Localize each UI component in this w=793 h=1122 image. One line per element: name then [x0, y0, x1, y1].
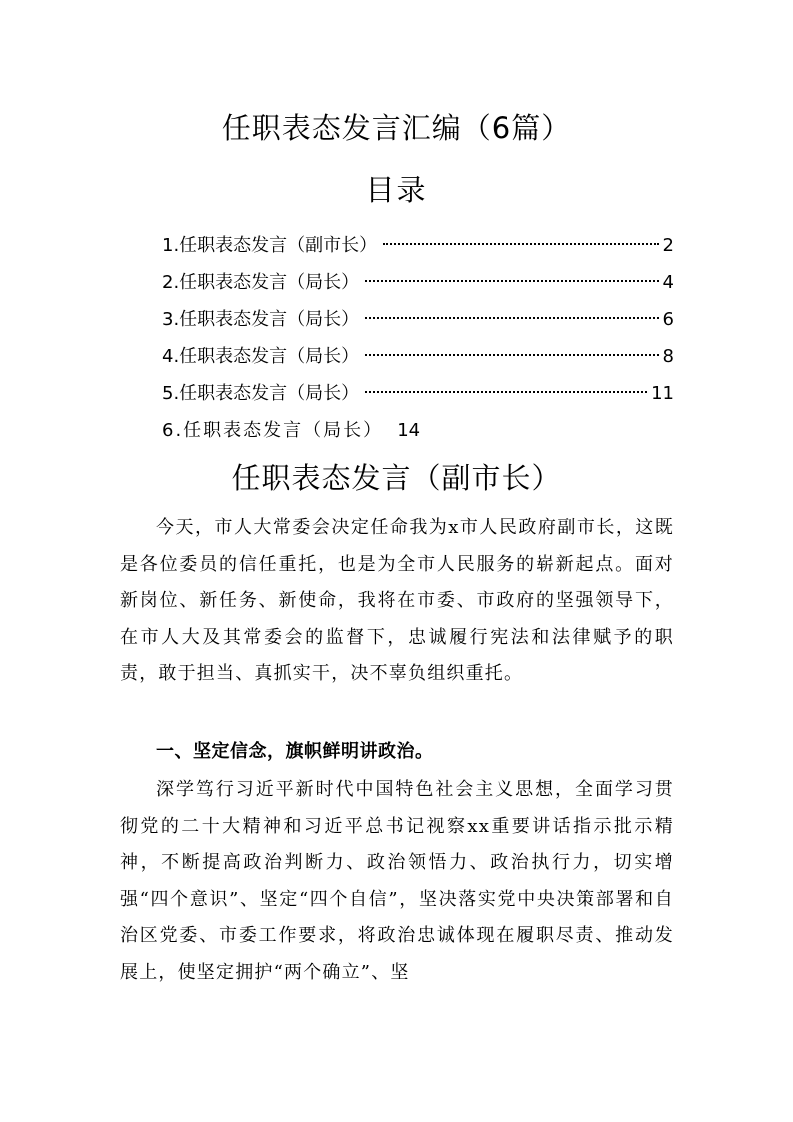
document-title: 任职表态发言汇编（6篇）	[221, 111, 572, 145]
toc-entry-page: 4	[662, 272, 674, 293]
toc-entry[interactable]	[162, 227, 674, 264]
toc-entry[interactable]	[162, 264, 674, 301]
toc-entry-label: 6.任职表态发言（局长）	[162, 420, 384, 441]
toc-dot-leader	[365, 354, 658, 356]
toc-entry-label: 3.任职表态发言（局长）	[162, 309, 360, 330]
toc-entry[interactable]	[162, 338, 674, 375]
body-paragraph: 今天，市人大常委会决定任命我为x市人民政府副市长，这既是各位委员的信任重托，也是为全市人民服务的崭新起点。面对新岗位、新任务、新使命，我将在市委、市政府的坚强领导下，在市人大及其常委会的监督下，忠诚履行宪法和法律赋予的职责，敢于担当、真抓实干，决不辜负组织重托。	[120, 517, 674, 684]
toc-entry-label: 4.任职表态发言（局长）	[162, 346, 360, 367]
toc-entry[interactable]	[162, 301, 674, 338]
toc-entry-page: 14	[397, 420, 421, 441]
toc-heading: 目录	[365, 173, 428, 207]
toc-dot-leader	[365, 391, 647, 393]
section-title: 任职表态发言（副市长）	[231, 461, 562, 495]
toc-dot-leader	[365, 317, 658, 319]
toc-entry-label: 1.任职表态发言（副市长）	[162, 235, 378, 256]
body-paragraph: 深学笃行习近平新时代中国特色社会主义思想，全面学习贯彻党的二十大精神和习近平总书记视察xx重要讲话指示批示精神，不断提高政治判断力、政治领悟力、政治执行力，切实增强“四个意识”、坚定“四个自信”，坚决落实党中央决策部署和自治区党委、市委工作要求，将政治忠诚体现在履职尽责、推动发展上，使坚定拥护“两个确立”、坚	[120, 779, 674, 983]
toc-entry-label: 5.任职表态发言（局长）	[162, 383, 360, 404]
toc-entry-page: 2	[662, 235, 674, 256]
table-of-contents	[162, 227, 674, 449]
toc-dot-leader	[383, 243, 658, 245]
toc-entry-label: 2.任职表态发言（局长）	[162, 272, 360, 293]
toc-entry[interactable]	[162, 375, 674, 412]
toc-entry-page: 8	[662, 346, 674, 367]
section-subheading: 一、坚定信念，旗帜鲜明讲政治。	[156, 741, 434, 762]
toc-entry-page: 11	[651, 383, 674, 404]
toc-dot-leader	[365, 280, 658, 282]
toc-entry[interactable]	[162, 412, 674, 449]
toc-entry-page: 6	[662, 309, 674, 330]
